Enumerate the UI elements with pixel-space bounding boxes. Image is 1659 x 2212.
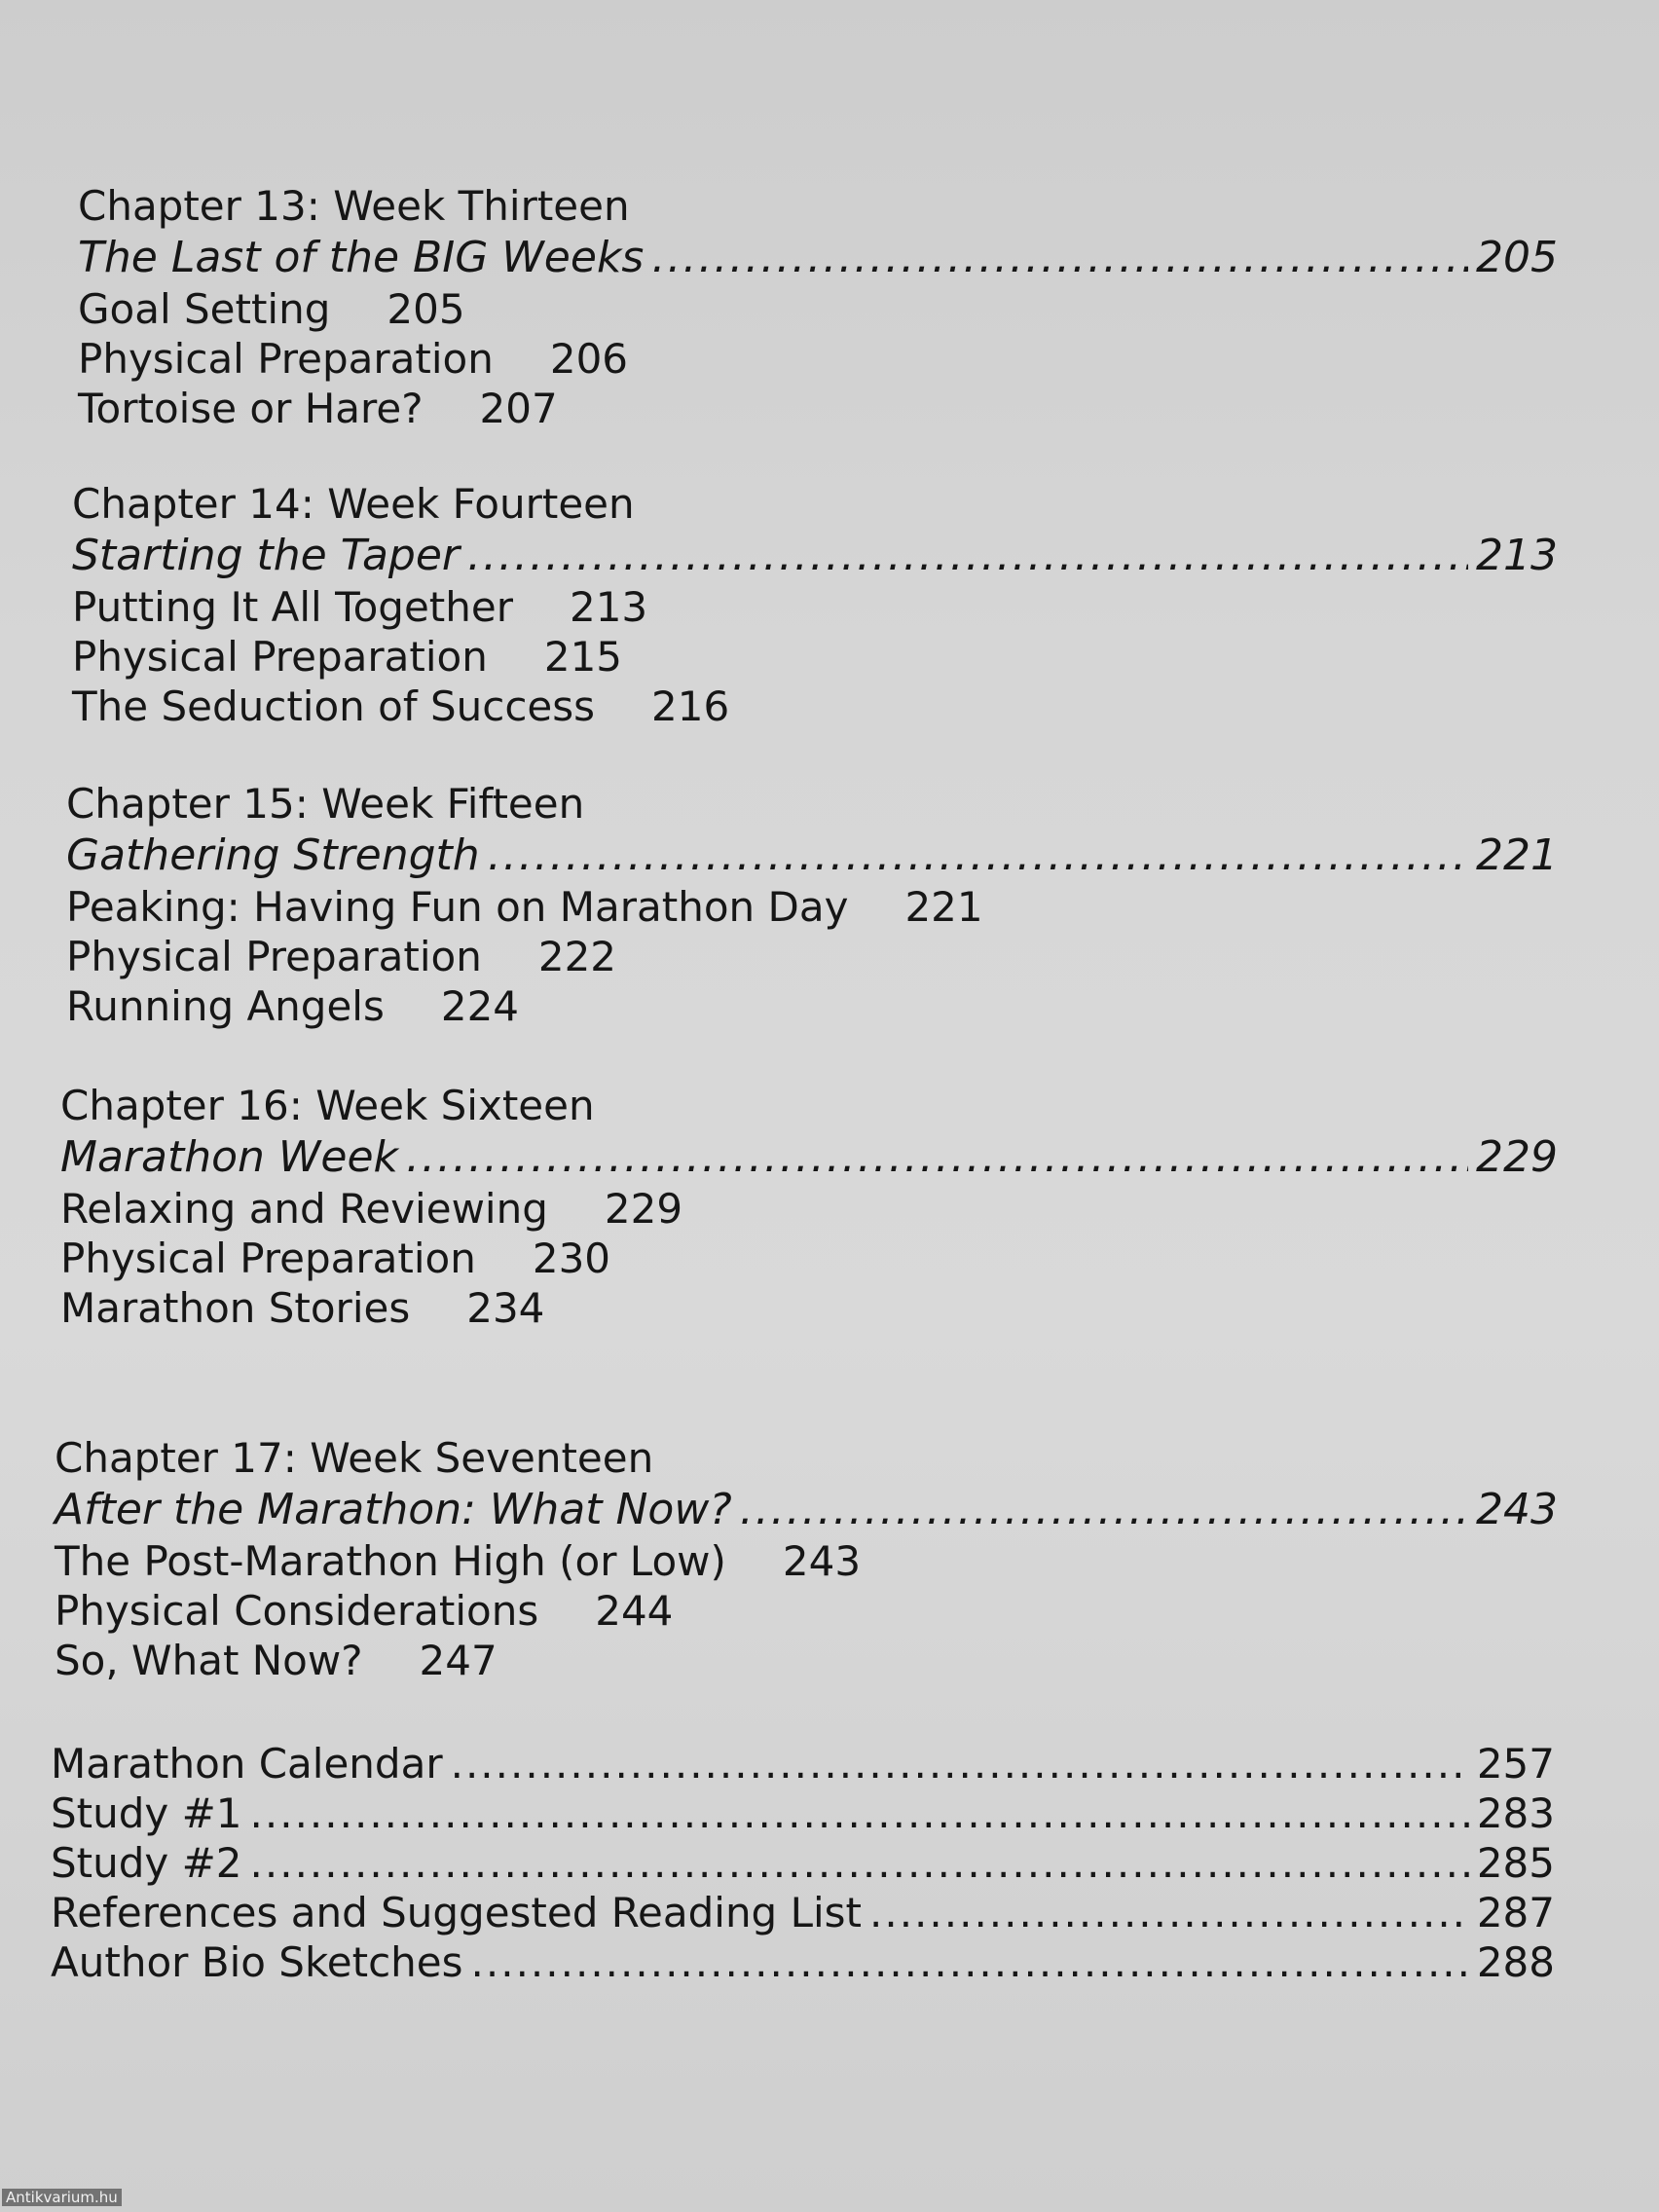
- chapter-title-row: [55, 1484, 1558, 1536]
- back-matter-entry: [51, 1739, 1555, 1788]
- section-label: Tortoise or Hare?: [78, 385, 424, 432]
- chapter-title: Gathering Strength: [66, 830, 480, 880]
- back-matter-entry: [51, 1788, 1555, 1838]
- watermark: Antikvarium.hu: [2, 2189, 122, 2206]
- section-entry: [60, 1184, 1558, 1234]
- section-page: 207: [479, 385, 558, 432]
- section-label: Goal Setting: [78, 285, 331, 333]
- section-page: 224: [440, 982, 520, 1030]
- chapter-heading: Chapter 13: Week Thirteen: [78, 182, 630, 230]
- chapter-title: Marathon Week: [60, 1132, 399, 1182]
- section-label: Running Angels: [66, 982, 385, 1030]
- section-page: 205: [387, 285, 465, 333]
- entry-page: 287: [1476, 1889, 1555, 1936]
- leader-dots: [406, 1131, 1468, 1184]
- section-label: Putting It All Together: [72, 583, 513, 631]
- chapter-page: 243: [1476, 1485, 1558, 1534]
- section-page: 230: [532, 1235, 611, 1282]
- section-label: Physical Preparation: [78, 335, 494, 383]
- section-label: So, What Now?: [55, 1637, 363, 1684]
- entry-label: Author Bio Sketches: [51, 1938, 463, 1986]
- section-page: 216: [651, 682, 730, 730]
- section-page: 234: [466, 1284, 545, 1332]
- section-entry: [78, 384, 1558, 433]
- section-entry: [66, 981, 1558, 1031]
- chapter-title-row: [60, 1131, 1558, 1184]
- chapter-heading: Chapter 14: Week Fourteen: [72, 480, 635, 528]
- section-label: Marathon Stories: [60, 1284, 411, 1332]
- section-page: 244: [595, 1587, 674, 1635]
- section-page: 215: [543, 633, 623, 681]
- section-entry: [78, 284, 1558, 334]
- leader-dots: [471, 1937, 1469, 1987]
- section-label: Physical Preparation: [72, 633, 488, 681]
- section-page: 243: [782, 1537, 862, 1585]
- leader-dots: [250, 1838, 1469, 1888]
- chapter-title-row: [78, 232, 1558, 284]
- section-entry: [72, 682, 1558, 731]
- leader-dots: [869, 1888, 1469, 1937]
- leader-dots: [740, 1484, 1468, 1536]
- section-entry: [66, 882, 1558, 932]
- entry-label: Study #2: [51, 1839, 242, 1887]
- section-entry: [60, 1234, 1558, 1283]
- entry-label: References and Suggested Reading List: [51, 1889, 862, 1936]
- chapter-heading: Chapter 16: Week Sixteen: [60, 1082, 595, 1129]
- section-entry: [78, 334, 1558, 384]
- section-page: 213: [569, 583, 648, 631]
- chapter-16: [60, 1081, 1558, 1333]
- section-page: 229: [604, 1185, 683, 1233]
- back-matter: [51, 1739, 1555, 1987]
- section-label: Physical Considerations: [55, 1587, 539, 1635]
- chapter-page: 221: [1476, 830, 1558, 880]
- chapter-title: After the Marathon: What Now?: [55, 1485, 732, 1534]
- entry-page: 285: [1476, 1839, 1555, 1887]
- chapter-heading: Chapter 15: Week Fifteen: [66, 780, 585, 828]
- entry-page: 288: [1476, 1938, 1555, 1986]
- section-entry: [72, 582, 1558, 632]
- section-entry: [55, 1636, 1558, 1685]
- section-label: The Seduction of Success: [72, 682, 596, 730]
- section-label: The Post-Marathon High (or Low): [55, 1537, 726, 1585]
- section-label: Relaxing and Reviewing: [60, 1185, 548, 1233]
- chapter-heading: Chapter 17: Week Seventeen: [55, 1434, 654, 1482]
- section-label: Physical Preparation: [66, 933, 482, 980]
- leader-dots: [488, 830, 1468, 882]
- entry-label: Study #1: [51, 1789, 242, 1837]
- chapter-15: [66, 779, 1558, 1031]
- section-page: 221: [904, 883, 983, 931]
- entry-page: 257: [1476, 1740, 1555, 1788]
- section-label: Peaking: Having Fun on Marathon Day: [66, 883, 849, 931]
- chapter-14: [72, 479, 1558, 731]
- section-entry: [72, 632, 1558, 682]
- section-entry: [55, 1586, 1558, 1636]
- section-entry: [66, 932, 1558, 981]
- section-page: 206: [549, 335, 629, 383]
- chapter-title-row: [66, 830, 1558, 882]
- chapter-page: 213: [1476, 531, 1558, 580]
- leader-dots: [467, 530, 1468, 582]
- section-page: 247: [419, 1637, 498, 1684]
- chapter-title: Starting the Taper: [72, 531, 461, 580]
- chapter-title-row: [72, 530, 1558, 582]
- section-entry: [60, 1283, 1558, 1333]
- chapter-title: The Last of the BIG Weeks: [78, 233, 645, 282]
- leader-dots: [451, 1739, 1469, 1788]
- chapter-page: 205: [1476, 233, 1558, 282]
- back-matter-entry: [51, 1838, 1555, 1888]
- entry-page: 283: [1476, 1789, 1555, 1837]
- section-label: Physical Preparation: [60, 1235, 476, 1282]
- chapter-page: 229: [1476, 1132, 1558, 1182]
- entry-label: Marathon Calendar: [51, 1740, 443, 1788]
- leader-dots: [651, 232, 1468, 284]
- back-matter-entry: [51, 1888, 1555, 1937]
- section-page: 222: [537, 933, 617, 980]
- leader-dots: [250, 1788, 1469, 1838]
- chapter-13: [78, 181, 1558, 433]
- chapter-17: [55, 1433, 1558, 1685]
- back-matter-entry: [51, 1937, 1555, 1987]
- section-entry: [55, 1536, 1558, 1586]
